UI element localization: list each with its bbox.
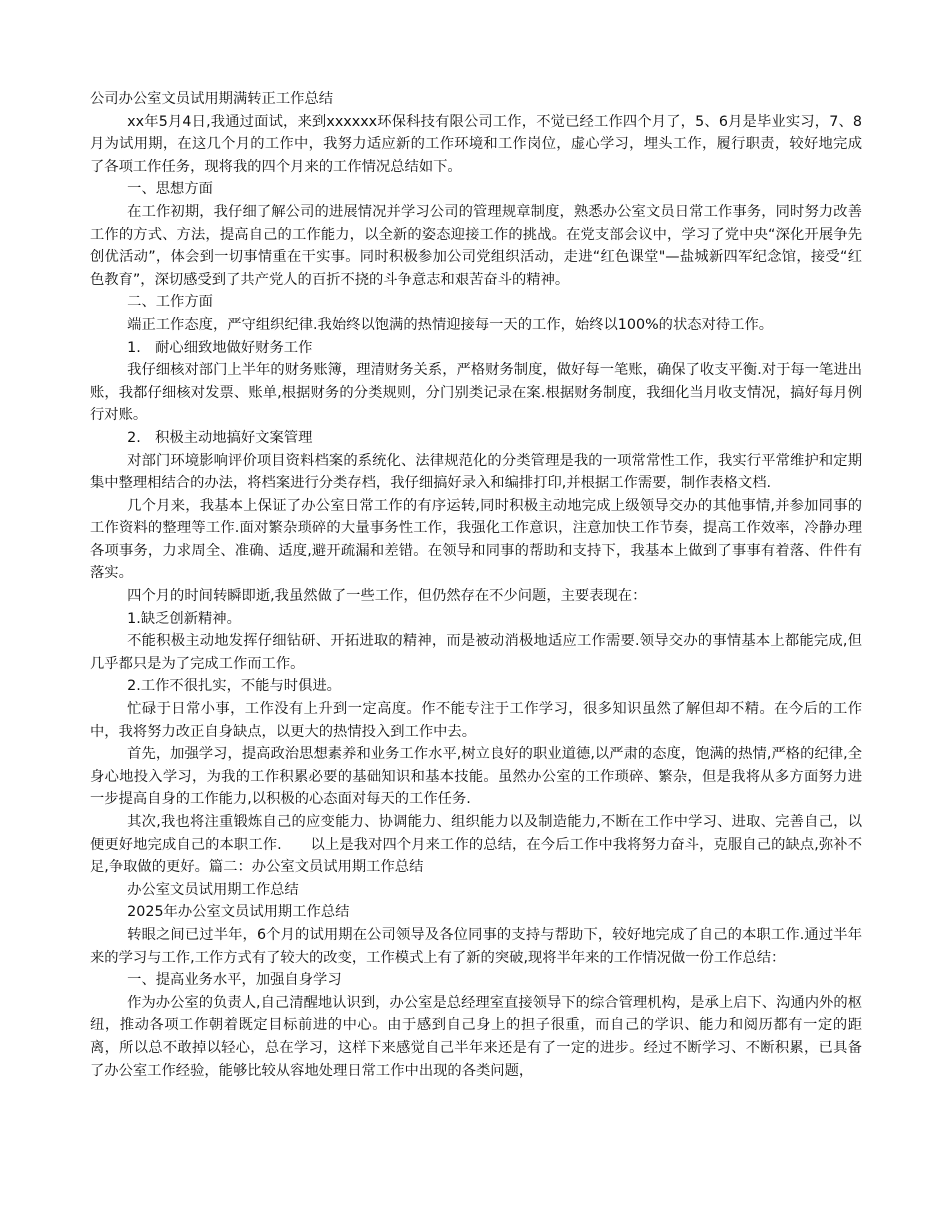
paragraph-thought: 在工作初期，我仔细了解公司的进展情况并学习公司的管理规章制度，熟悉办公室文员日常工作事务，同时努力改善工作的方式、方法，提高自己的工作能力，以全新的姿态迎接工作的挑战。在党支部会议中，学习了党中央“深化开展争先创优活动”，体会到一切事情重在干实事。同时积极参加公司党组织活动，走进“红色课堂"—盐城新四军纪念馆，接受“红色教育”，深切感受到了共产党人的百折不挠的斗争意志和艰苦奋斗的精神。 xyxy=(90,203,862,288)
paragraph-first: 首先，加强学习，提高政治思想素养和业务工作水平,树立良好的职业道德,以严肃的态度，饱满的热情,严格的纪律,全身心地投入学习，为我的工作积累必要的基础知识和基本技能。虽然办公室的工作琐碎、繁杂，但是我将从多方面努力进一步提高自身的工作能力,以积极的心态面对每天的工作任务. xyxy=(90,746,862,808)
document-title: 公司办公室文员试用期满转正工作总结 xyxy=(90,91,334,107)
paragraph-office-role: 作为办公室的负责人,自己清醒地认识到，办公室是总经理室直接领导下的综合管理机构，是承上启下、沟通内外的枢纽，推动各项工作朝着既定目标前进的中心。由于感到自己身上的担子很重，而自己的学识、能力和阅历都有一定的距离，所以总不敢掉以轻心，总在学习，这样下来感觉自己半年来还是有了一定的进步。经过不断学习、不断积累，已具备了办公室工作经验，能够比较从容地处理日常工作中出现的各类问题， xyxy=(90,994,862,1079)
paragraph-finance: 我仔细核对部门上半年的财务账簿，理清财务关系，严格财务制度，做好每一笔账，确保了收支平衡.对于每一笔进出账，我都仔细核对发票、账单,根据财务的分类规则，分门别类记录在案.根据财务制度，我细化当月收支情况，搞好每月例行对账。 xyxy=(90,362,862,424)
subtitle-year: 2025年办公室文员试用期工作总结 xyxy=(127,904,350,921)
section-heading-thought: 一、思想方面 xyxy=(127,181,213,198)
paragraph-summary-months: 几个月来，我基本上保证了办公室日常工作的有序运转,同时积极主动地完成上级领导交办的其他事情,并参加同事的工作资料的整理等工作.面对繁杂琐碎的大量事务性工作，我强化工作意识，注意加快工作节奏，提高工作效率，冷静办理各项事务，力求周全、准确、适度,避开疏漏和差错。在领导和同事的帮助和支持下，我基本上做到了事事有着落、件件有落实。 xyxy=(90,497,862,582)
paragraph-attitude: 端正工作态度，严守组织纪律.我始终以饱满的热情迎接每一天的工作，始终以100%的状态对待工作。 xyxy=(127,316,774,333)
problem-heading-2: 2.工作不很扎实，不能与时俱进。 xyxy=(127,678,341,695)
section-heading-work: 二、工作方面 xyxy=(127,294,213,311)
document-page xyxy=(90,88,862,1082)
section-heading-business: 一、提高业务水平，加强自身学习 xyxy=(127,972,342,989)
subtitle-part-two: 办公室文员试用期工作总结 xyxy=(127,881,299,898)
paragraph-documents: 对部门环境影响评价项目资料档案的系统化、法律规范化的分类管理是我的一项常常性工作，我实行平常维护和定期集中整理相结合的办法，将档案进行分类存档，我仔细搞好录入和编排打印,并根据工作需要，制作表格文档. xyxy=(90,452,862,492)
paragraph-problem-2: 忙碌于日常小事，工作没有上升到一定高度。作不能专注于工作学习，很多知识虽然了解但却不精。在今后的工作中，我将努力改正自身缺点，以更大的热情投入到工作中去。 xyxy=(90,701,862,740)
problem-heading-1: 1.缺乏创新精神。 xyxy=(127,610,241,627)
paragraph-half-year: 转眼之间已过半年，6个月的试用期在公司领导及各位同事的支持与帮助下，较好地完成了自己的本职工作.通过半年来的学习与工作,工作方式有了较大的改变，工作模式上有了新的突破,现将半年来的工作情况做一份工作总结： xyxy=(90,926,862,966)
paragraph-intro: xx年5月4日,我通过面试，来到xxxxxx环保科技有限公司工作，不觉已经工作四个月了，5、6月是毕业实习，7、8月为试用期，在这几个月的工作中，我努力适应新的工作环境和工作岗位，虚心学习，埋头工作，履行职责，较好地完成了各项工作任务，现将我的四个月来的工作情况总结如下。 xyxy=(90,113,862,175)
paragraph-problems-intro: 四个月的时间转瞬即逝,我虽然做了一些工作，但仍然存在不少问题，主要表现在： xyxy=(127,588,647,605)
paragraph-second: 其次,我也将注重锻炼自己的应变能力、协调能力、组织能力以及制造能力,不断在工作中学习、进取、完善自己，以便更好地完成自己的本职工作. 以上是我对四个月来工作的总结，在今后工作中我将努力奋斗，克服自己的缺点,弥补不足,争取做的更好。篇二：办公室文员试用期工作总结 xyxy=(90,814,862,876)
subheading-documents: 2. 积极主动地搞好文案管理 xyxy=(127,429,313,446)
paragraph-problem-1: 不能积极主动地发挥仔细钻研、开拓进取的精神，而是被动消极地适应工作需要.领导交办的事情基本上都能完成,但几乎都只是为了完成工作而工作。 xyxy=(90,633,862,672)
subheading-finance: 1. 耐心细致地做好财务工作 xyxy=(127,339,313,356)
